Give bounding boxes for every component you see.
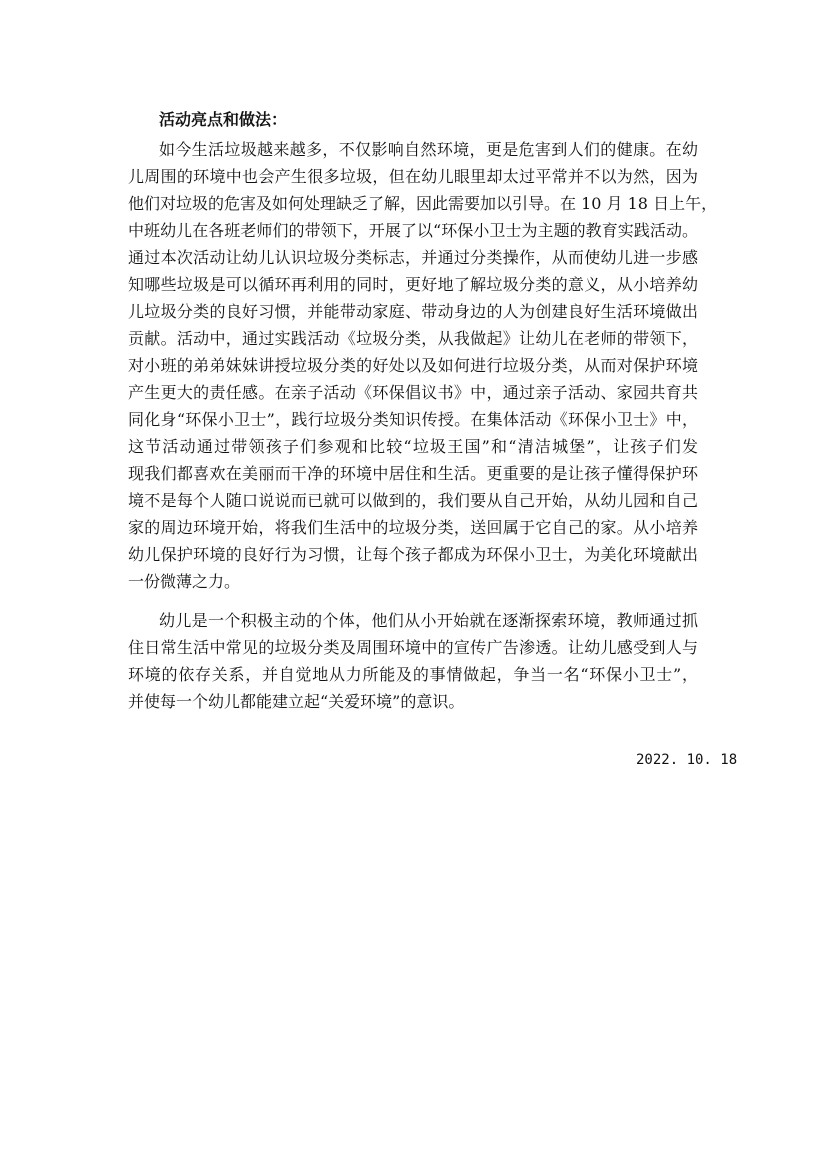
paragraph-line: 通过本次活动让幼儿认识垃圾分类标志，并通过分类操作，从而使幼儿进一步感: [128, 248, 698, 267]
paragraph-line: 知哪些垃圾是可以循环再利用的同时，更好地了解垃圾分类的意义，从小培养幼: [128, 275, 698, 294]
document-date: 2022. 10. 18: [636, 752, 738, 768]
paragraph-line: 他们对垃圾的危害及如何处理缺乏了解，因此需要加以引导。在 10 月 18 日上午，: [128, 194, 718, 213]
paragraph-line: 幼儿保护环境的良好行为习惯，让每个孩子都成为环保小卫士，为美化环境献出: [128, 545, 698, 564]
paragraph-line: 环境的依存关系，并自觉地从力所能及的事情做起，争当一名“环保小卫士”，: [128, 665, 698, 684]
paragraph-line: 一份微薄之力。: [128, 572, 241, 591]
paragraph-line: 如今生活垃圾越来越多，不仅影响自然环境，更是危害到人们的健康。在幼: [159, 140, 698, 159]
paragraph-line: 并使每一个幼儿都能建立起“关爱环境”的意识。: [128, 692, 465, 711]
paragraph-line: 中班幼儿在各班老师们的带领下，开展了以“环保小卫士为主题的教育实践活动。: [128, 221, 698, 240]
paragraph-line: 幼儿是一个积极主动的个体，他们从小开始就在逐渐探索环境，教师通过抓: [159, 611, 698, 630]
paragraph-line: 儿周围的环境中也会产生很多垃圾，但在幼儿眼里却太过平常并不以为然，因为: [128, 167, 698, 186]
paragraph-line: 这节活动通过带领孩子们参观和比较“垃圾王国”和“清洁城堡”，让孩子们发: [128, 437, 698, 456]
paragraph-line: 住日常生活中常见的垃圾分类及周围环境中的宣传广告渗透。让幼儿感受到人与: [128, 638, 698, 657]
paragraph-line: 贡献。活动中，通过实践活动《垃圾分类，从我做起》让幼儿在老师的带领下，: [128, 329, 698, 348]
section-heading: 活动亮点和做法：: [159, 110, 288, 129]
paragraph-line: 同化身“环保小卫士”，践行垃圾分类知识传授。在集体活动《环保小卫士》中，: [128, 410, 698, 429]
paragraph-line: 家的周边环境开始，将我们生活中的垃圾分类，送回属于它自己的家。从小培养: [128, 518, 698, 537]
paragraph-line: 境不是每个人随口说说而已就可以做到的，我们要从自己开始，从幼儿园和自己: [128, 491, 698, 510]
paragraph-line: 产生更大的责任感。在亲子活动《环保倡议书》中，通过亲子活动、家园共育共: [128, 383, 698, 402]
paragraph-line: 现我们都喜欢在美丽而干净的环境中居住和生活。更重要的是让孩子懂得保护环: [128, 464, 698, 483]
paragraph-line: 儿垃圾分类的良好习惯，并能带动家庭、带动身边的人为创建良好生活环境做出: [128, 302, 698, 321]
paragraph-line: 对小班的弟弟妹妹讲授垃圾分类的好处以及如何进行垃圾分类，从而对保护环境: [128, 356, 698, 375]
